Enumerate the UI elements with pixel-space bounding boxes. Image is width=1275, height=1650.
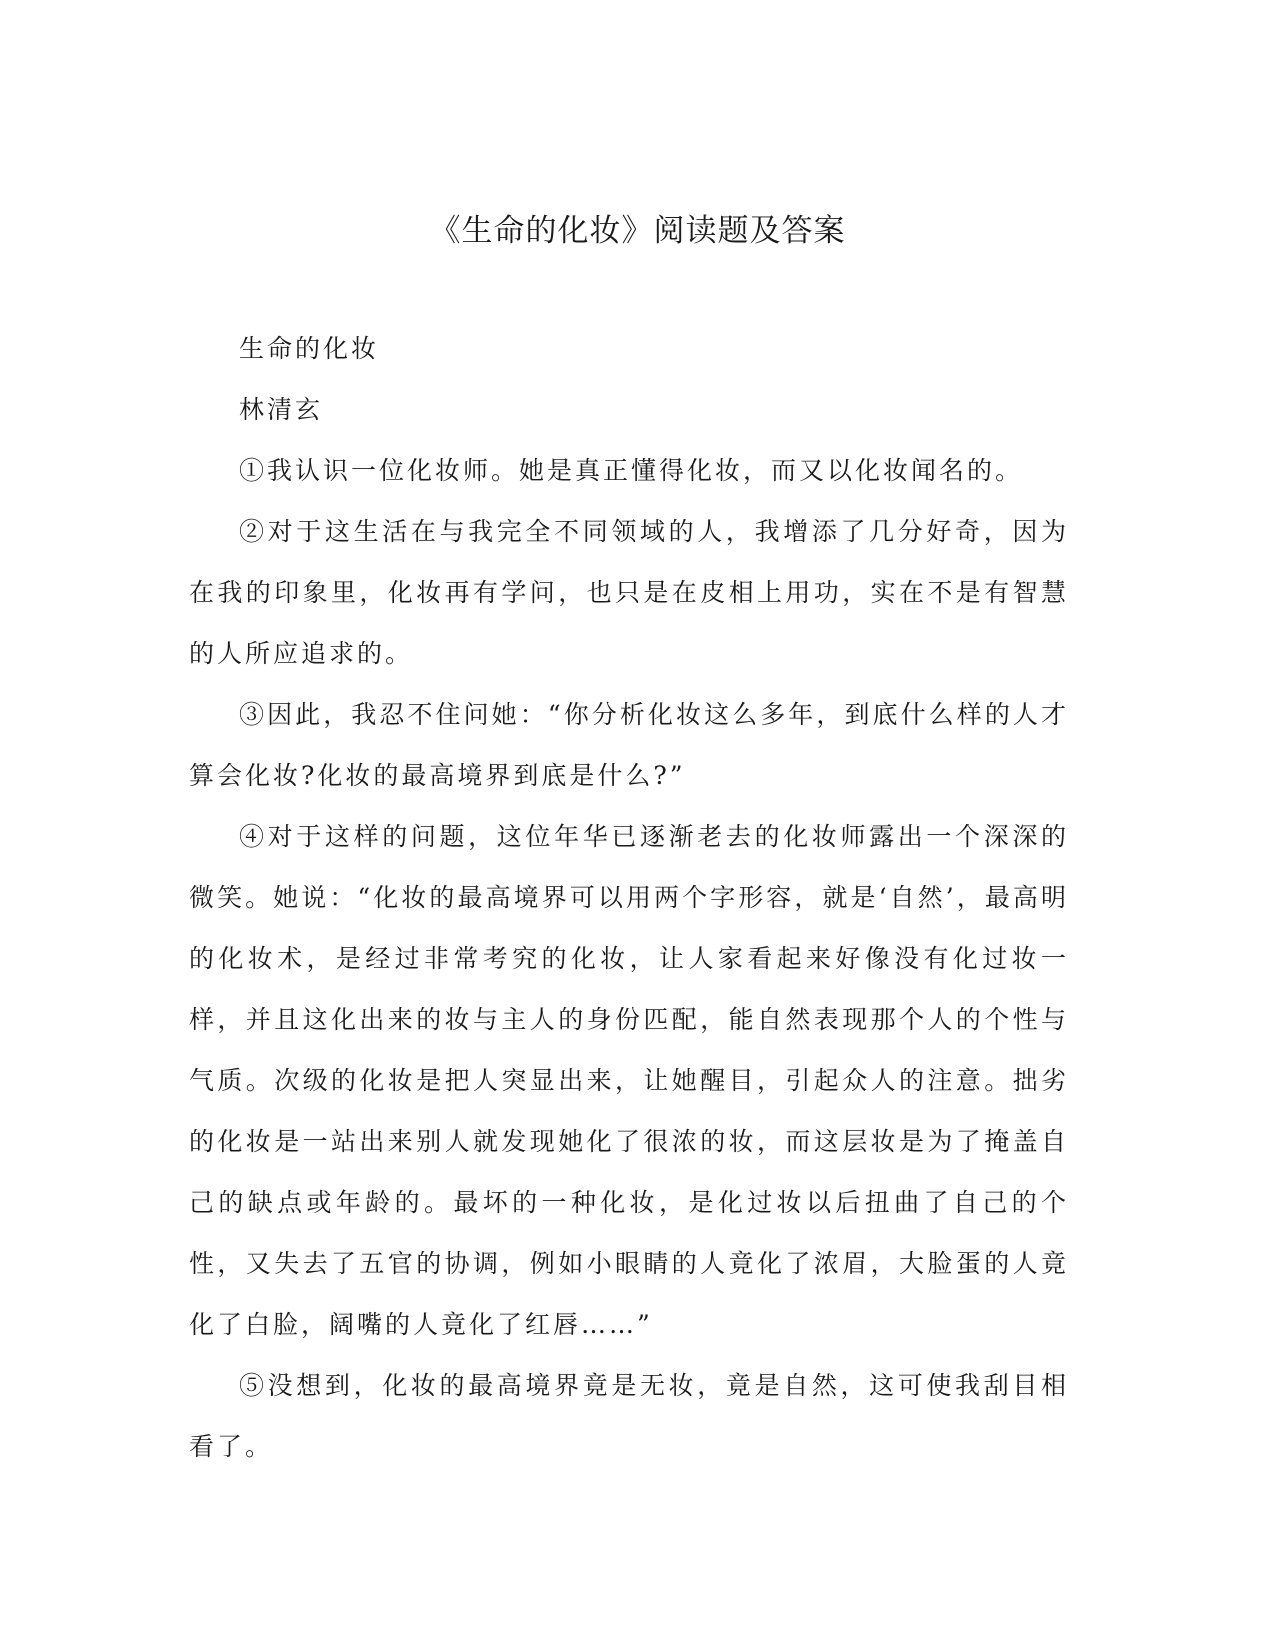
paragraph-3: ③因此，我忍不住问她：“你分析化妆这么多年，到底什么样的人才算会化妆?化妆的最高境界到底是什么?” (189, 700, 1069, 790)
article-title: 生命的化妆 (239, 334, 380, 363)
paragraph-2: ②对于这生活在与我完全不同领域的人，我增添了几分好奇，因为在我的印象里，化妆再有学问，也只是在皮相上用功，实在不是有智慧的人所应追求的。 (189, 517, 1069, 668)
article-body (189, 318, 1069, 1477)
paragraph-5: ⑤没想到，化妆的最高境界竟是无妆，竟是自然，这可使我刮目相看了。 (189, 1371, 1069, 1461)
paragraph-4: ④对于这样的问题，这位年华已逐渐老去的化妆师露出一个深深的微笑。她说：“化妆的最高境界可以用两个字形容，就是‘自然’，最高明的化妆术，是经过非常考究的化妆，让人家看起来好像没有化过妆一样，并且这化出来的妆与主人的身份匹配，能自然表现那个人的个性与气质。次级的化妆是把人突显出来，让她醒目，引起众人的注意。拙劣的化妆是一站出来别人就发现她化了很浓的妆，而这层妆是为了掩盖自己的缺点或年龄的。最坏的一种化妆，是化过妆以后扭曲了自己的个性，又失去了五官的协调，例如小眼睛的人竟化了浓眉，大脸蛋的人竟化了白脸，阔嘴的人竟化了红唇……” (189, 822, 1069, 1339)
paragraph-1: ①我认识一位化妆师。她是真正懂得化妆，而又以化妆闻名的。 (239, 456, 1024, 485)
document-title: 《生命的化妆》阅读题及答案 (429, 213, 846, 249)
article-author: 林清玄 (239, 395, 324, 424)
